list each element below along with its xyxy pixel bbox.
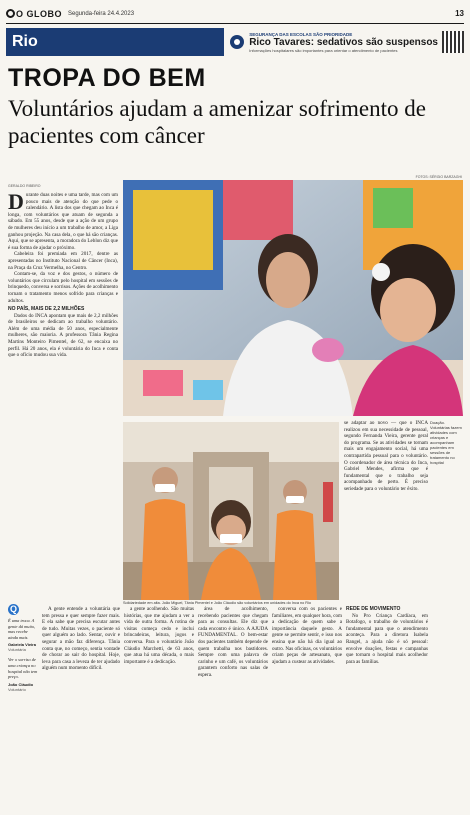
quote-author-2: João Cláudio <box>8 681 34 687</box>
quote-text-1: É uma troca. A gente dá muito, mas recebe ainda mais. <box>8 618 36 640</box>
right-column <box>344 420 428 493</box>
teaser-summary: Informações hospitalares são importantes para orientar o atendimento de pacientes <box>249 47 398 53</box>
quote-icon: Q <box>9 604 17 614</box>
drop-cap: D <box>8 189 24 214</box>
quote-sidebar <box>8 604 38 697</box>
logo-circle-icon <box>6 9 15 18</box>
volunteers-photo <box>123 422 339 600</box>
body-column-3-text: área de acolhimento, recebendo pacientes que chegam para as consultas. Ele diz que cada encontro é único. A AJUDA FUNDAMENTAL. O bem-estar dos pacientes também depende de quem trabalha nos bastidores. Sempre com uma palavra de carinho e um café, os voluntários garantem conforto nas salas de espera. <box>198 606 268 678</box>
section-bar <box>6 28 464 56</box>
lead-column <box>8 189 118 359</box>
body-column-2 <box>124 606 194 665</box>
quote-author-1: Gabriela Vieira <box>8 642 36 648</box>
newspaper-logo <box>6 9 62 19</box>
main-photo-caption: Doação. Voluntárias fazem atividades com crianças e acompanham pacientes em sessões de tratamento no hospital <box>430 420 462 465</box>
story-kicker: TROPA DO BEM <box>8 64 206 92</box>
page-number: 13 <box>455 9 464 18</box>
body-column-3 <box>198 606 268 679</box>
lead-paragraph-4: Dados do INCA apontam que mais de 2,2 milhões de brasileiros se dedicam ao trabalho voluntário. Além de uma média de 50 anos, especialmente mulheres, são maioria. A professora Tânia Regina Martins Monteiro Pimentel, de 62, se encaixa no perfil. Há 20 anos, ela é voluntária do Inca e conta que o ofício mudou sua vida. <box>8 312 118 359</box>
teaser-kicker: SEGURANÇA DAS ESCOLAS SÃO PRIORIDADE <box>249 31 353 37</box>
volunteers-photo-caption: Solidariedade em alta. João Miguel, Tânia Pimentel e João Cláudio são voluntários em unidades do Inca no Rio <box>123 601 311 605</box>
teaser-bullet-icon <box>230 35 244 49</box>
lead-paragraph-2: Cabeleira foi premiada em 2017, dentre as apresentadas no Instituto Nacional de Câncer (Inca), na Praça da Cruz Vermelha, no Centro. <box>8 251 118 271</box>
teaser-box <box>224 28 464 56</box>
main-photo <box>123 180 463 416</box>
photo-credit: FOTOS: SÉRGIO BARZAGHI <box>415 175 462 179</box>
lead-subhead: NO PAÍS, MAIS DE 2,2 MILHÕES <box>8 306 85 313</box>
issue-date: Segunda-feira 24.4.2023 <box>68 10 135 17</box>
lead-paragraph: urante duas noites e uma tarde, mas com um pouco mais de atenção do que pede o calendário. A lista dos que chegam ao Inca é longa, com voluntários que atuam de segunda a sábado. Em 55 anos, desde que a ação de um grupo de mulheres deu início a um trabalho de amor, a Liga ganhou projeção. Na casa dela, o que há são crianças. Aqui, que se apresenta, a moradora do Leblon diz que é sua forma de ajudar o próximo. <box>8 192 118 251</box>
body-column-4-text: conversa com os pacientes e familiares, em qualquer hora, com a dedicação de quem sabe a importância daquele gesto. A gente se permite sentir, e isso nos ensina que não há dia igual ao outro. Nas oficinas, os voluntários criam peças de artesanato, que ajudam a custear as atividades. <box>272 606 342 665</box>
right-column-text: se adaptar ao novo — que o INCA realizou em sua necessidade de pessoal, segundo Fernanda Vieira, gerente geral do programa. Se as atividades se tornam mais um engajamento social, há uma contrapartida pessoal para o voluntário. O coordenador de área técnica do Inca, Gabriel Mendes, afirma que é fundamental que o trabalho seja acompanhado de perto. É preciso seriedade para o voluntário ter êxito. <box>344 420 428 492</box>
lead-paragraph-3: Contam-se, da voz e dos gestos, o número de voluntários que circulam pelo hospital em sessões de brinquedo, conversa e sorrisos. Ações de acolhimento tornam o tratamento menos sofrido para crianças e adultos. <box>8 271 118 304</box>
logo-text: O GLOBO <box>16 8 62 19</box>
teaser-text <box>249 32 438 53</box>
masthead-strip <box>6 4 464 24</box>
body-column-5-text: No Pro Criança Cardíaca, em Botafogo, o trabalho de voluntários é fundamental para que o atendimento aconteça. Para a diretora Isabela Rangel, a ajuda não é só pessoal: envolve doações, festas e campanhas que tornam o hospital mais acolhedor para as famílias. <box>346 612 428 665</box>
body-column-5-subhead: REDE DE MOVIMENTO <box>346 606 401 612</box>
body-column-2-text: a gente acolhendo. São muitas histórias, que me ajudam a ver a vida de outra forma. A rotina de visitas começa cedo e inclui brincadeiras, leitura, jogos e conversa. Para o voluntário João Cláudio Marchetti, de 63 anos, que atua há uma década, o mais importante é a dedicação. <box>124 606 194 665</box>
quote-text-2: Ver o sorriso de uma criança no hospital não tem preço. <box>8 657 38 680</box>
qr-code-icon <box>442 31 464 53</box>
body-column-1-text: A gente entende a voluntária que tem pressa e quer sempre fazer mais. E ela sabe que precisa escutar antes de tudo. Muitas vezes, o paciente só quer alguém ao lado. Sentar, ouvir e segurar a mão faz diferença. Tânia conta que, no começo, sentia vontade de chorar ao sair do hospital. Hoje, leva para casa a leveza de ter ajudado alguém num momento difícil. <box>42 606 120 672</box>
section-label: Rio <box>6 28 224 56</box>
body-column-5 <box>346 604 428 665</box>
body-column-4 <box>272 606 342 665</box>
quote-role-2: Voluntário <box>8 686 26 692</box>
byline: GERALDO RIBEIRO <box>8 184 41 188</box>
story-headline: Voluntários ajudam a amenizar sofrimento de pacientes com câncer <box>8 96 426 148</box>
quote-role-1: Voluntária <box>8 647 26 653</box>
body-column-1 <box>42 606 120 672</box>
teaser-title: Rico Tavares: sedativos são suspensos <box>249 36 438 48</box>
